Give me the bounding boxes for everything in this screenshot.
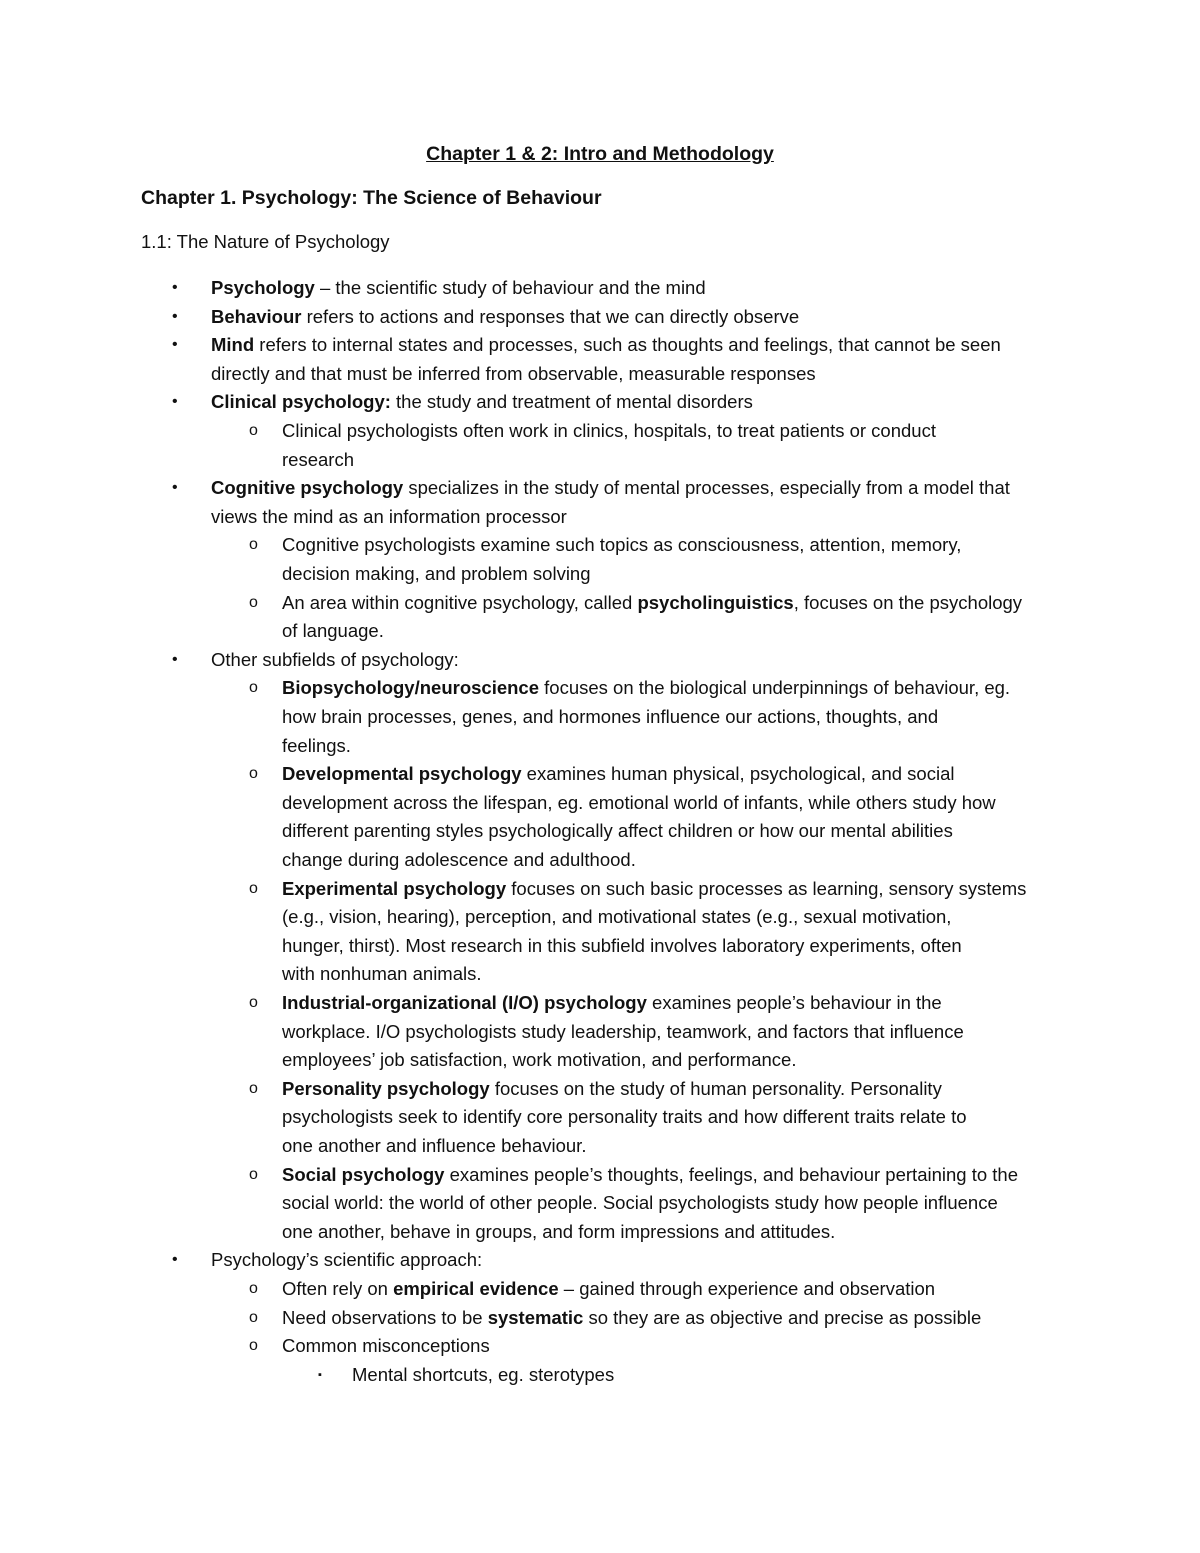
note-line (211, 388, 753, 417)
bullet-marker-level-1: • (172, 279, 178, 296)
bullet-marker-level-1: • (172, 307, 178, 325)
note-line (282, 1275, 935, 1304)
bullet-marker-level-1: • (172, 1251, 178, 1269)
note-line (282, 589, 1022, 618)
note-line (282, 531, 961, 560)
bullet-marker-level-1: • (172, 393, 178, 411)
note-line (282, 760, 954, 789)
bullet-marker-level-2: o (249, 1280, 258, 1297)
line-text: – gained through experience and observation (558, 1278, 936, 1299)
term-bold: Developmental psychology (282, 763, 522, 785)
bullet-marker-level-2: o (249, 1337, 258, 1355)
line-text: views the mind as an information processor (211, 505, 567, 527)
line-text: change during adolescence and adulthood. (282, 849, 636, 870)
note-line (282, 1132, 586, 1161)
section-heading: 1.1: The Nature of Psychology (141, 231, 390, 252)
note-line (282, 875, 1026, 904)
line-text: – the scientific study of behaviour and the mind (314, 277, 706, 298)
note-line (211, 1246, 482, 1275)
note-line (282, 1075, 942, 1104)
bullet-marker-level-2: o (249, 879, 258, 897)
line-text: examines human physical, psychological, and social (521, 763, 955, 785)
line-text: Need observations to be (282, 1306, 488, 1328)
note-line (282, 617, 384, 646)
bullet-marker-level-2: o (249, 536, 258, 554)
line-text: the study and treatment of mental disorders (390, 391, 753, 413)
bullet-marker-level-2: o (249, 1165, 258, 1183)
line-text: examines people’s behaviour in the (646, 992, 942, 1013)
note-line (211, 360, 816, 389)
note-line (282, 1189, 998, 1218)
line-text: Other subfields of psychology: (211, 648, 459, 670)
note-line (211, 646, 459, 675)
term-bold: Experimental psychology (282, 877, 507, 899)
bullet-marker-level-2: o (249, 1308, 258, 1326)
note-line (282, 732, 351, 761)
note-line (282, 674, 1010, 703)
note-line (282, 417, 936, 446)
bullet-marker-level-2: o (249, 1079, 258, 1097)
line-text: Psychology’s scientific approach: (211, 1249, 483, 1271)
bullet-marker-level-2: o (249, 994, 258, 1011)
term-bold: Psychology (211, 277, 315, 298)
line-text: research (282, 448, 354, 470)
line-text: Mental shortcuts, eg. sterotypes (352, 1363, 615, 1385)
note-line (282, 1103, 967, 1132)
bullet-marker-level-3: ▪ (318, 1368, 322, 1381)
note-line (352, 1361, 614, 1390)
term-bold: systematic (487, 1306, 584, 1328)
line-text: An area within cognitive psychology, called (282, 591, 638, 613)
bullet-marker-level-2: o (249, 593, 258, 611)
bullet-marker-level-2: o (249, 679, 258, 697)
line-text: different parenting styles psychologically affect children or how our mental abilities (282, 820, 953, 842)
term-bold: Industrial-organizational (I/O) psychology (282, 992, 647, 1013)
line-text: feelings. (282, 734, 351, 756)
note-line (211, 503, 567, 532)
line-text: decision making, and problem solving (282, 563, 591, 584)
line-text: of language. (282, 620, 384, 642)
line-text: one another, behave in groups, and form impressions and attitudes. (282, 1220, 836, 1242)
note-line (282, 703, 938, 732)
note-line (282, 789, 996, 818)
line-text: hunger, thirst). Most research in this subfield involves laboratory experiments, often (282, 934, 962, 956)
line-text: focuses on such basic processes as learning, sensory systems (506, 877, 1027, 899)
note-line (282, 1046, 796, 1075)
note-line (282, 560, 591, 589)
chapter-heading: Chapter 1. Psychology: The Science of Behaviour (141, 187, 602, 209)
line-text: Clinical psychologists often work in clinics, hospitals, to treat patients or conduct (282, 420, 936, 441)
line-text: psychologists seek to identify core personality traits and how different traits relate to (282, 1106, 967, 1128)
note-line (282, 846, 636, 875)
term-bold: Biopsychology/neuroscience (282, 677, 540, 699)
note-line (282, 1304, 981, 1333)
line-text: so they are as objective and precise as possible (583, 1306, 982, 1328)
line-text: , focuses on the psychology (793, 591, 1023, 613)
term-bold: empirical evidence (393, 1278, 559, 1299)
document-title: Chapter 1 & 2: Intro and Methodology (426, 143, 774, 165)
note-line (282, 817, 953, 846)
line-text: employees’ job satisfaction, work motivation, and performance. (282, 1049, 797, 1071)
note-line (282, 446, 354, 475)
line-text: social world: the world of other people. Social psychologists study how people influence (282, 1192, 998, 1214)
line-text: refers to actions and responses that we can directly observe (301, 305, 800, 327)
note-line (282, 932, 962, 961)
note-line (282, 1332, 490, 1361)
bullet-marker-level-1: • (172, 650, 178, 668)
line-text: focuses on the biological underpinnings of behaviour, eg. (539, 677, 1011, 699)
bullet-marker-level-2: o (249, 765, 258, 783)
note-line (211, 303, 799, 332)
term-bold: Cognitive psychology (211, 477, 404, 499)
line-text: development across the lifespan, eg. emotional world of infants, while others study how (282, 791, 996, 813)
note-line (211, 274, 706, 303)
term-bold: Behaviour (211, 305, 302, 327)
note-line (211, 331, 1001, 360)
term-bold: Clinical psychology: (211, 391, 391, 413)
line-text: directly and that must be inferred from observable, measurable responses (211, 362, 816, 384)
note-line (282, 903, 951, 932)
note-line (282, 989, 942, 1018)
note-line (282, 960, 482, 989)
term-bold: Social psychology (282, 1163, 445, 1185)
bullet-marker-level-1: • (172, 479, 178, 497)
note-line (282, 1018, 964, 1047)
line-text: Common misconceptions (282, 1335, 490, 1357)
line-text: workplace. I/O psychologists study leadership, teamwork, and factors that influence (282, 1020, 964, 1042)
bullet-marker-level-2: o (249, 422, 258, 439)
line-text: Cognitive psychologists examine such topics as consciousness, attention, memory, (282, 534, 962, 556)
note-line (282, 1161, 1018, 1190)
term-bold: Mind (211, 334, 255, 356)
line-text: (e.g., vision, hearing), perception, and motivational states (e.g., sexual motivation, (282, 906, 952, 928)
line-text: refers to internal states and processes, such as thoughts and feelings, that cannot be seen (254, 334, 1001, 356)
line-text: specializes in the study of mental processes, especially from a model that (403, 477, 1010, 499)
line-text: Often rely on (282, 1278, 394, 1299)
term-bold: Personality psychology (282, 1077, 490, 1099)
bullet-marker-level-1: • (172, 336, 178, 354)
note-line (211, 474, 1010, 503)
line-text: examines people’s thoughts, feelings, and behaviour pertaining to the (444, 1163, 1018, 1185)
line-text: one another and influence behaviour. (282, 1135, 587, 1156)
note-line (282, 1218, 835, 1247)
line-text: how brain processes, genes, and hormones influence our actions, thoughts, and (282, 706, 939, 727)
line-text: focuses on the study of human personality. Personality (489, 1077, 942, 1099)
line-text: with nonhuman animals. (282, 963, 482, 985)
term-bold: psycholinguistics (637, 591, 794, 613)
